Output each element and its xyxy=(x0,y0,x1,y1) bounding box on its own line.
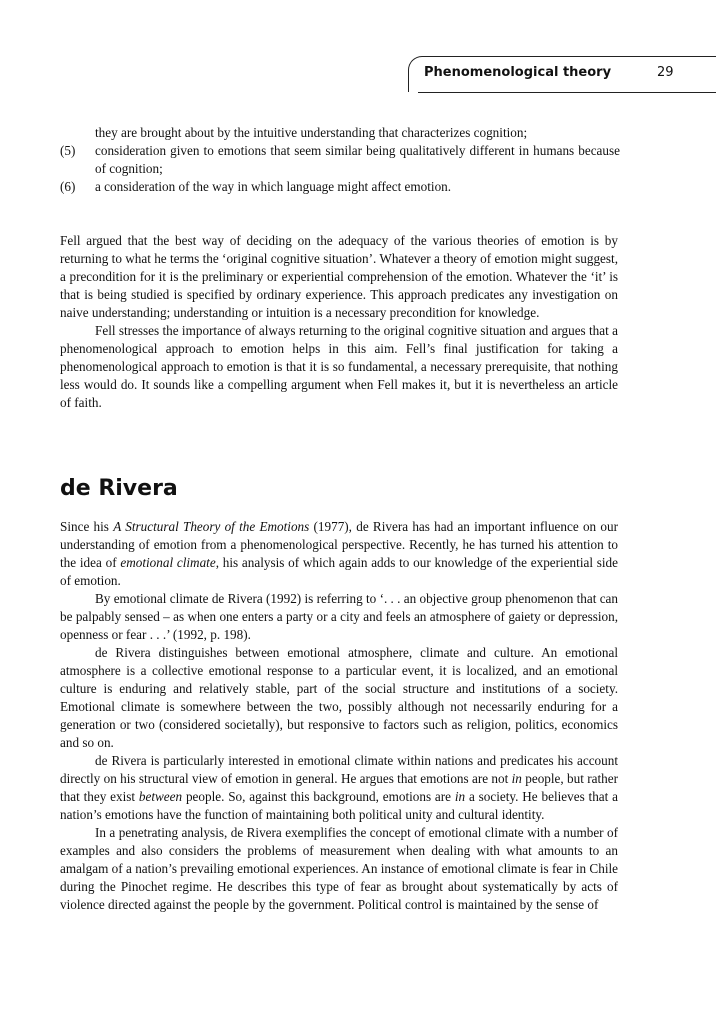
list-text: consideration given to emotions that seem similar being qualitatively different in humans because of cognition; xyxy=(95,143,620,176)
page-number: 29 xyxy=(657,65,674,80)
paragraph: Fell argued that the best way of deciding on the adequacy of the various theories of emotion is by returning to what he terms the ‘original cognitive situation’. Whatever a theory of emotion might suggest, a precondition for it is the preliminary or experiential comprehension of the emotion. Whatever the ‘it’ is that is being studied is specified by ordinary experience. This approach predicates any investigation on naive understanding; understanding or intuition is a necessary precondition for knowledge. xyxy=(60,233,618,320)
paragraph xyxy=(60,518,618,590)
list-text: they are brought about by the intuitive understanding that characterizes cognition; xyxy=(95,125,528,140)
emphasized-word: in xyxy=(511,771,522,786)
text-run: , his analysis of which again adds to our knowledge of the experiential side of emotion. xyxy=(60,555,619,588)
running-header-rule xyxy=(418,92,716,93)
text-run: a society. He believes that a nation’s emotions have the function of maintaining both political unity and cultural identity. xyxy=(60,789,619,822)
list-number xyxy=(60,124,95,142)
text-run: (1977), de Rivera has had an important influence on our understanding of emotion from a phenomenological perspective. Recently, he has turned his attention to the idea of xyxy=(60,519,618,570)
running-title: Phenomenological theory xyxy=(424,65,612,80)
paragraph: de Rivera distinguishes between emotional atmosphere, climate and culture. An emotional atmosphere is a collective emotional response to a particular event, it is localized, and an emotional culture is enduring and relatively stable, part of the social structure and institutions of a society. Emotional climate is somewhere between the two, possibly although not necessarily enduring for a generation or two (considered societally), but responsive to factors such as religion, politics, economics and so on. xyxy=(60,645,618,750)
paragraph: In a penetrating analysis, de Rivera exemplifies the concept of emotional climate with a number of examples and also considers the problems of measurement when dealing with what amounts to an amalgam of a nation’s prevailing emotional experiences. An instance of emotional climate is fear in Chile during the Pinochet regime. He describes this type of fear as brought about systematically by acts of violence directed against the people by the government. Political control is maintained by the sense of xyxy=(60,825,618,912)
fell-section xyxy=(60,232,618,412)
text-run: people, but rather that they exist xyxy=(60,771,618,804)
list-number: (6) xyxy=(60,179,76,194)
list-item xyxy=(60,178,620,196)
paragraph: Fell stresses the importance of always returning to the original cognitive situation and argues that a phenomenological approach to emotion helps in this aim. Fell’s final justification for taking a phenomenological approach to emotion is that it is so fundamental, a necessary prerequisite, that nothing less would do. It sounds like a compelling argument when Fell makes it, but it is nevertheless an article of faith. xyxy=(60,323,618,410)
list-item xyxy=(60,124,620,142)
emphasized-term: emotional climate xyxy=(120,555,216,570)
section-heading: de Rivera xyxy=(60,476,178,501)
paragraph: By emotional climate de Rivera (1992) is referring to ‘. . . an objective group phenomenon that can be palpably sensed – as when one enters a party or a city and feels an atmosphere of gaiety or depression, openness or fear . . .’ (1992, p. 198). xyxy=(60,591,618,642)
numbered-list xyxy=(60,124,620,196)
emphasized-word: between xyxy=(138,789,183,804)
text-run: people. So, against this background, emotions are xyxy=(182,789,455,804)
list-text: a consideration of the way in which language might affect emotion. xyxy=(95,179,452,194)
list-item xyxy=(60,142,620,178)
book-title: A Structural Theory of the Emotions xyxy=(113,519,310,534)
list-number: (5) xyxy=(60,143,76,158)
text-run: Since his xyxy=(60,519,114,534)
paragraph xyxy=(60,752,618,824)
de-rivera-section xyxy=(60,518,618,914)
text-run: de Rivera is particularly interested in emotional climate within nations and predicates his account directly on his structural view of emotion in general. He argues that emotions are not xyxy=(60,753,618,786)
emphasized-word: in xyxy=(454,789,466,804)
